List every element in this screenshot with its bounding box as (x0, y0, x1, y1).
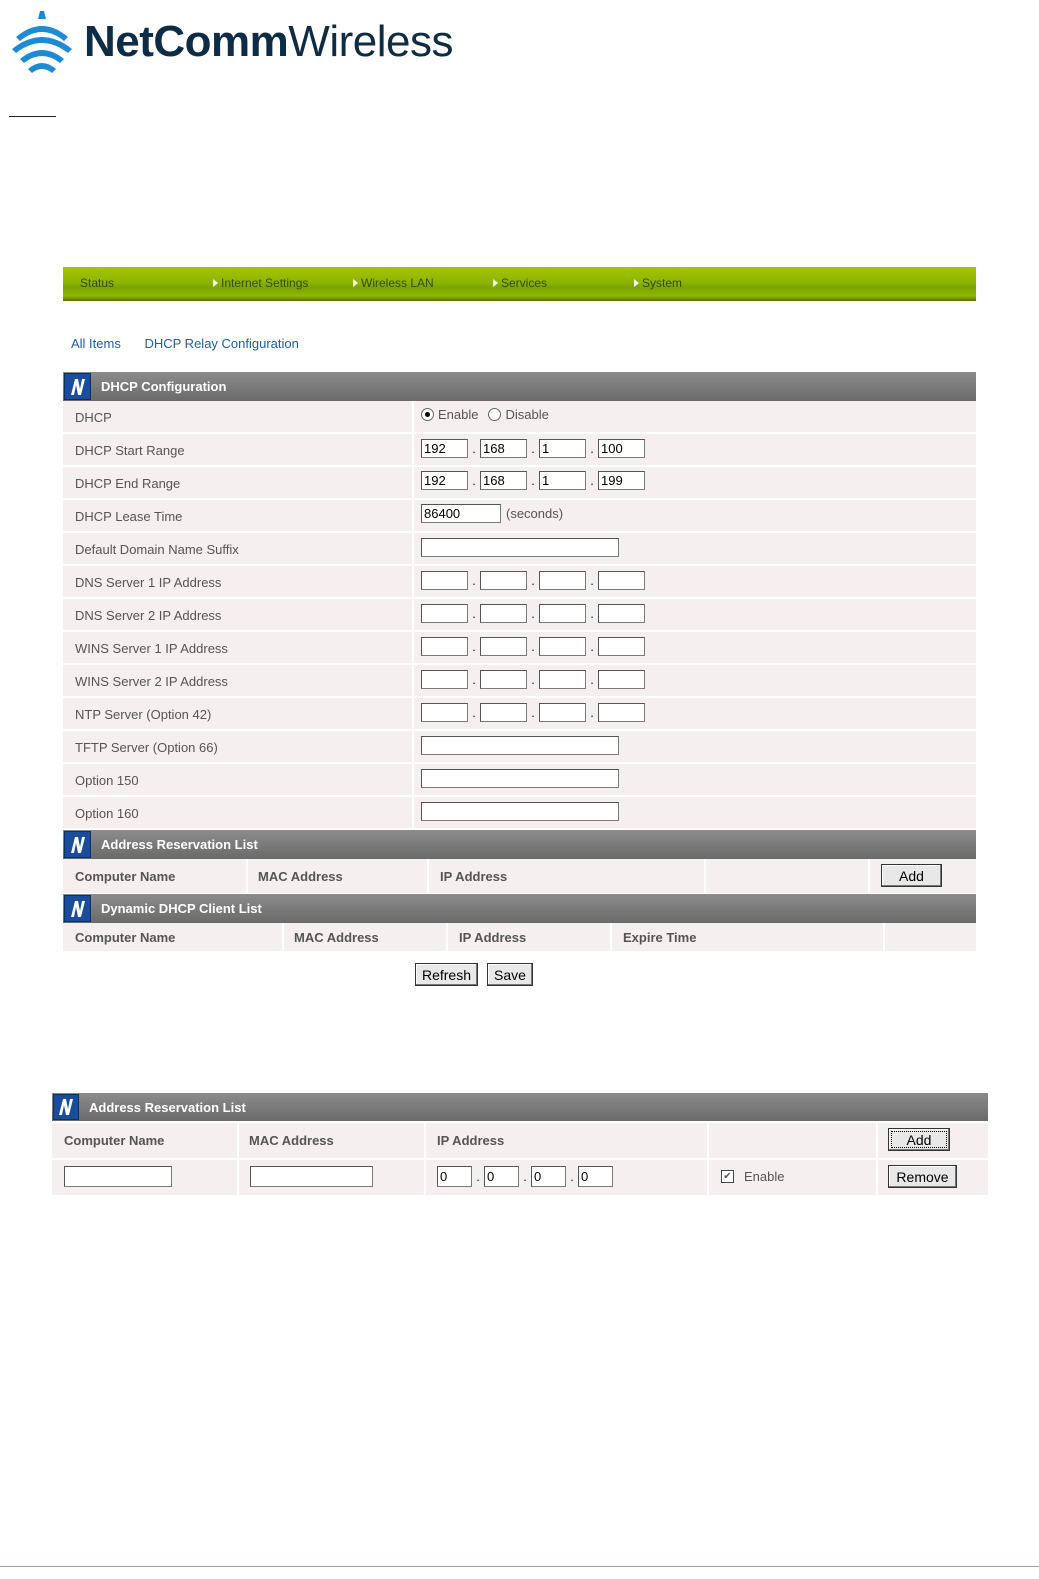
option160-row (63, 797, 976, 830)
lease-time-unit: (seconds) (506, 506, 564, 521)
wins1-octet-1[interactable] (421, 637, 468, 656)
sub-nav (71, 336, 319, 351)
col-separator (707, 1160, 709, 1195)
col-ip-address: IP Address (459, 930, 527, 945)
brand-logo (10, 8, 453, 76)
nav-internet-settings[interactable] (213, 276, 308, 290)
reservation-ip: 0 . 0 . 0 . 0 (437, 1166, 613, 1187)
section-title: Address Reservation List (89, 1099, 246, 1115)
ntp-row (63, 698, 976, 731)
nav-system-label: System (642, 276, 683, 290)
row-divider (412, 797, 414, 828)
link-dhcp-relay[interactable]: DHCP Relay Configuration (144, 336, 299, 351)
col-separator (237, 1123, 239, 1158)
reservation2-entry-row (52, 1160, 988, 1195)
nav-wireless-lan-label: Wireless LAN (361, 276, 434, 290)
dns1-ip: . . . (421, 571, 645, 590)
section-title: Dynamic DHCP Client List (101, 901, 262, 916)
section-address-reservation (63, 830, 976, 859)
wins1-octet-3[interactable] (539, 637, 586, 656)
nav-arrow-icon (353, 279, 358, 287)
nav-wireless-lan[interactable] (353, 276, 434, 290)
footer-rule (0, 1566, 1039, 1567)
row-divider (412, 500, 414, 531)
start-ip-octet-3[interactable] (539, 439, 586, 458)
end-ip-octet-4[interactable] (598, 471, 645, 490)
enable-toggle (721, 1169, 784, 1184)
ntp-octet-4[interactable] (598, 703, 645, 722)
col-ip-address: IP Address (437, 1133, 505, 1148)
option150-ctl (421, 769, 619, 788)
refresh-button[interactable]: Refresh (415, 963, 478, 986)
col-separator (424, 1123, 426, 1158)
dhcp-lease-time-label: DHCP Lease Time (75, 509, 183, 524)
dns1-octet-4[interactable] (598, 571, 645, 590)
dynamic-table-header (63, 923, 976, 951)
dns2-octet-3[interactable] (539, 604, 586, 623)
row-divider (412, 665, 414, 696)
row-divider (412, 731, 414, 762)
nav-status-label: Status (80, 276, 115, 290)
dns1-octet-3[interactable] (539, 571, 586, 590)
option150-label: Option 150 (75, 773, 139, 788)
dns2-octet-4[interactable] (598, 604, 645, 623)
section-dhcp-configuration (63, 372, 976, 401)
save-button[interactable]: Save (487, 963, 533, 986)
col-mac-address: MAC Address (258, 869, 343, 884)
col-separator (868, 859, 870, 893)
link-all-items[interactable]: All Items (71, 336, 121, 351)
start-ip-octet-2[interactable] (480, 439, 527, 458)
reservation-ip-octet-3[interactable] (531, 1166, 566, 1187)
end-ip-octet-2[interactable] (480, 471, 527, 490)
tftp-label: TFTP Server (Option 66) (75, 740, 218, 755)
row-divider (412, 566, 414, 597)
end-ip-octet-1[interactable] (421, 471, 468, 490)
col-separator (876, 1160, 878, 1195)
wins2-octet-3[interactable] (539, 670, 586, 689)
col-computer-name: Computer Name (75, 930, 176, 945)
wins2-octet-2[interactable] (480, 670, 527, 689)
wins1-octet-4[interactable] (598, 637, 645, 656)
option160-input[interactable] (421, 802, 619, 821)
col-computer-name: Computer Name (75, 869, 176, 884)
col-expire-time: Expire Time (623, 930, 697, 945)
reservation-ip-octet-4[interactable] (578, 1166, 613, 1187)
reservation-ip-octet-2[interactable] (484, 1166, 519, 1187)
dhcp-start-range-row (63, 434, 976, 467)
option160-label: Option 160 (75, 806, 139, 821)
reservation-table-header (63, 859, 976, 893)
netcomm-n-icon (64, 831, 91, 858)
row-divider (412, 764, 414, 795)
tftp-input[interactable] (421, 736, 619, 755)
wins2-label: WINS Server 2 IP Address (75, 674, 228, 689)
dns2-ip: . . . (421, 604, 645, 623)
row-divider (412, 599, 414, 630)
enable-checkbox[interactable]: ✔ (721, 1170, 734, 1183)
add-reservation-button[interactable]: Add (881, 864, 942, 887)
nav-status[interactable] (80, 276, 114, 290)
reservation2-table-header (52, 1123, 988, 1158)
netcomm-n-icon (64, 895, 91, 922)
dhcp-lease-time (421, 504, 563, 523)
reservation-ip-octet-1[interactable] (437, 1166, 472, 1187)
remove-reservation-button[interactable]: Remove (888, 1165, 957, 1188)
start-ip-octet-1[interactable] (421, 439, 468, 458)
section-dynamic-clients (63, 894, 976, 923)
col-computer-name: Computer Name (64, 1133, 165, 1148)
col-separator (704, 859, 706, 893)
col-separator (883, 923, 885, 951)
wireless-logo-icon (10, 9, 74, 75)
add-reservation-button[interactable]: Add (888, 1128, 950, 1151)
dhcp-lease-time-row (63, 500, 976, 533)
col-separator (427, 859, 429, 893)
col-ip-address: IP Address (440, 869, 508, 884)
col-separator (246, 859, 248, 893)
nav-system[interactable] (634, 276, 682, 290)
dhcp-disable-label: Disable (505, 407, 549, 422)
section-address-reservation-expanded (52, 1093, 988, 1121)
computer-name-input[interactable] (64, 1166, 172, 1187)
dns2-octet-2[interactable] (480, 604, 527, 623)
wins1-label: WINS Server 1 IP Address (75, 641, 228, 656)
tftp-row (63, 731, 976, 764)
dhcp-end-range-row (63, 467, 976, 500)
wins1-octet-2[interactable] (480, 637, 527, 656)
dhcp-start-ip: 192 . 168 . 1 . 100 (421, 439, 645, 458)
dns1-row (63, 566, 976, 599)
dns1-octet-2[interactable] (480, 571, 527, 590)
start-ip-octet-4[interactable] (598, 439, 645, 458)
row-divider (412, 698, 414, 729)
col-separator (282, 923, 284, 951)
section-title: DHCP Configuration (101, 379, 227, 394)
col-separator (424, 1160, 426, 1195)
domain-suffix-label: Default Domain Name Suffix (75, 542, 239, 557)
row-divider (412, 632, 414, 663)
top-nav-bar (63, 267, 976, 301)
dhcp-mode-radios (421, 407, 549, 422)
wins2-octet-1[interactable] (421, 670, 468, 689)
brand-name-bold: NetComm (84, 17, 289, 66)
wins2-row (63, 665, 976, 698)
ntp-label: NTP Server (Option 42) (75, 707, 212, 722)
dhcp-end-range-label: DHCP End Range (75, 476, 181, 491)
dhcp-disable-radio[interactable] (488, 408, 501, 421)
nav-arrow-icon (634, 279, 639, 287)
option160-ctl (421, 802, 619, 821)
domain-suffix-row (63, 533, 976, 566)
domain-suffix-ctl (421, 538, 619, 557)
ntp-octet-1[interactable] (421, 703, 468, 722)
ntp-octet-2[interactable] (480, 703, 527, 722)
dhcp-end-ip: 192 . 168 . 1 . 199 (421, 471, 645, 490)
row-divider (412, 434, 414, 465)
col-separator (707, 1123, 709, 1158)
dns1-label: DNS Server 1 IP Address (75, 575, 222, 590)
enable-label: Enable (744, 1169, 785, 1184)
col-separator (237, 1160, 239, 1195)
lease-time-input[interactable] (421, 504, 501, 523)
dhcp-start-range-label: DHCP Start Range (75, 443, 185, 458)
wins2-octet-4[interactable] (598, 670, 645, 689)
netcomm-n-icon (53, 1094, 79, 1120)
ntp-ip: . . . (421, 703, 645, 722)
nav-arrow-icon (213, 279, 218, 287)
dns2-octet-1[interactable] (421, 604, 468, 623)
brand-name-light: Wireless (288, 17, 453, 66)
col-separator (446, 923, 448, 951)
option150-row (63, 764, 976, 797)
nav-arrow-icon (493, 279, 498, 287)
nav-services-label: Services (501, 276, 548, 290)
dhcp-enable-radio[interactable] (421, 408, 434, 421)
nav-internet-settings-label: Internet Settings (221, 276, 309, 290)
row-divider (412, 467, 414, 498)
nav-services[interactable] (493, 276, 547, 290)
header-rule (9, 116, 56, 117)
dhcp-label: DHCP (75, 410, 112, 425)
tftp-ctl (421, 736, 619, 755)
col-mac-address: MAC Address (249, 1133, 334, 1148)
end-ip-octet-3[interactable] (539, 471, 586, 490)
section-title: Address Reservation List (101, 837, 258, 852)
col-separator (876, 1123, 878, 1158)
row-divider (412, 533, 414, 564)
netcomm-n-icon (64, 373, 91, 400)
mac-address-input[interactable] (250, 1166, 373, 1187)
wins1-ip: . . . (421, 637, 645, 656)
wins2-ip: . . . (421, 670, 645, 689)
dns2-label: DNS Server 2 IP Address (75, 608, 222, 623)
domain-suffix-input[interactable] (421, 538, 619, 557)
col-separator (610, 923, 612, 951)
dns2-row (63, 599, 976, 632)
dhcp-enable-label: Enable (438, 407, 479, 422)
row-divider (412, 401, 414, 432)
dhcp-row (63, 401, 976, 434)
ntp-octet-3[interactable] (539, 703, 586, 722)
option150-input[interactable] (421, 769, 619, 788)
dns1-octet-1[interactable] (421, 571, 468, 590)
col-mac-address: MAC Address (294, 930, 379, 945)
wins1-row (63, 632, 976, 665)
